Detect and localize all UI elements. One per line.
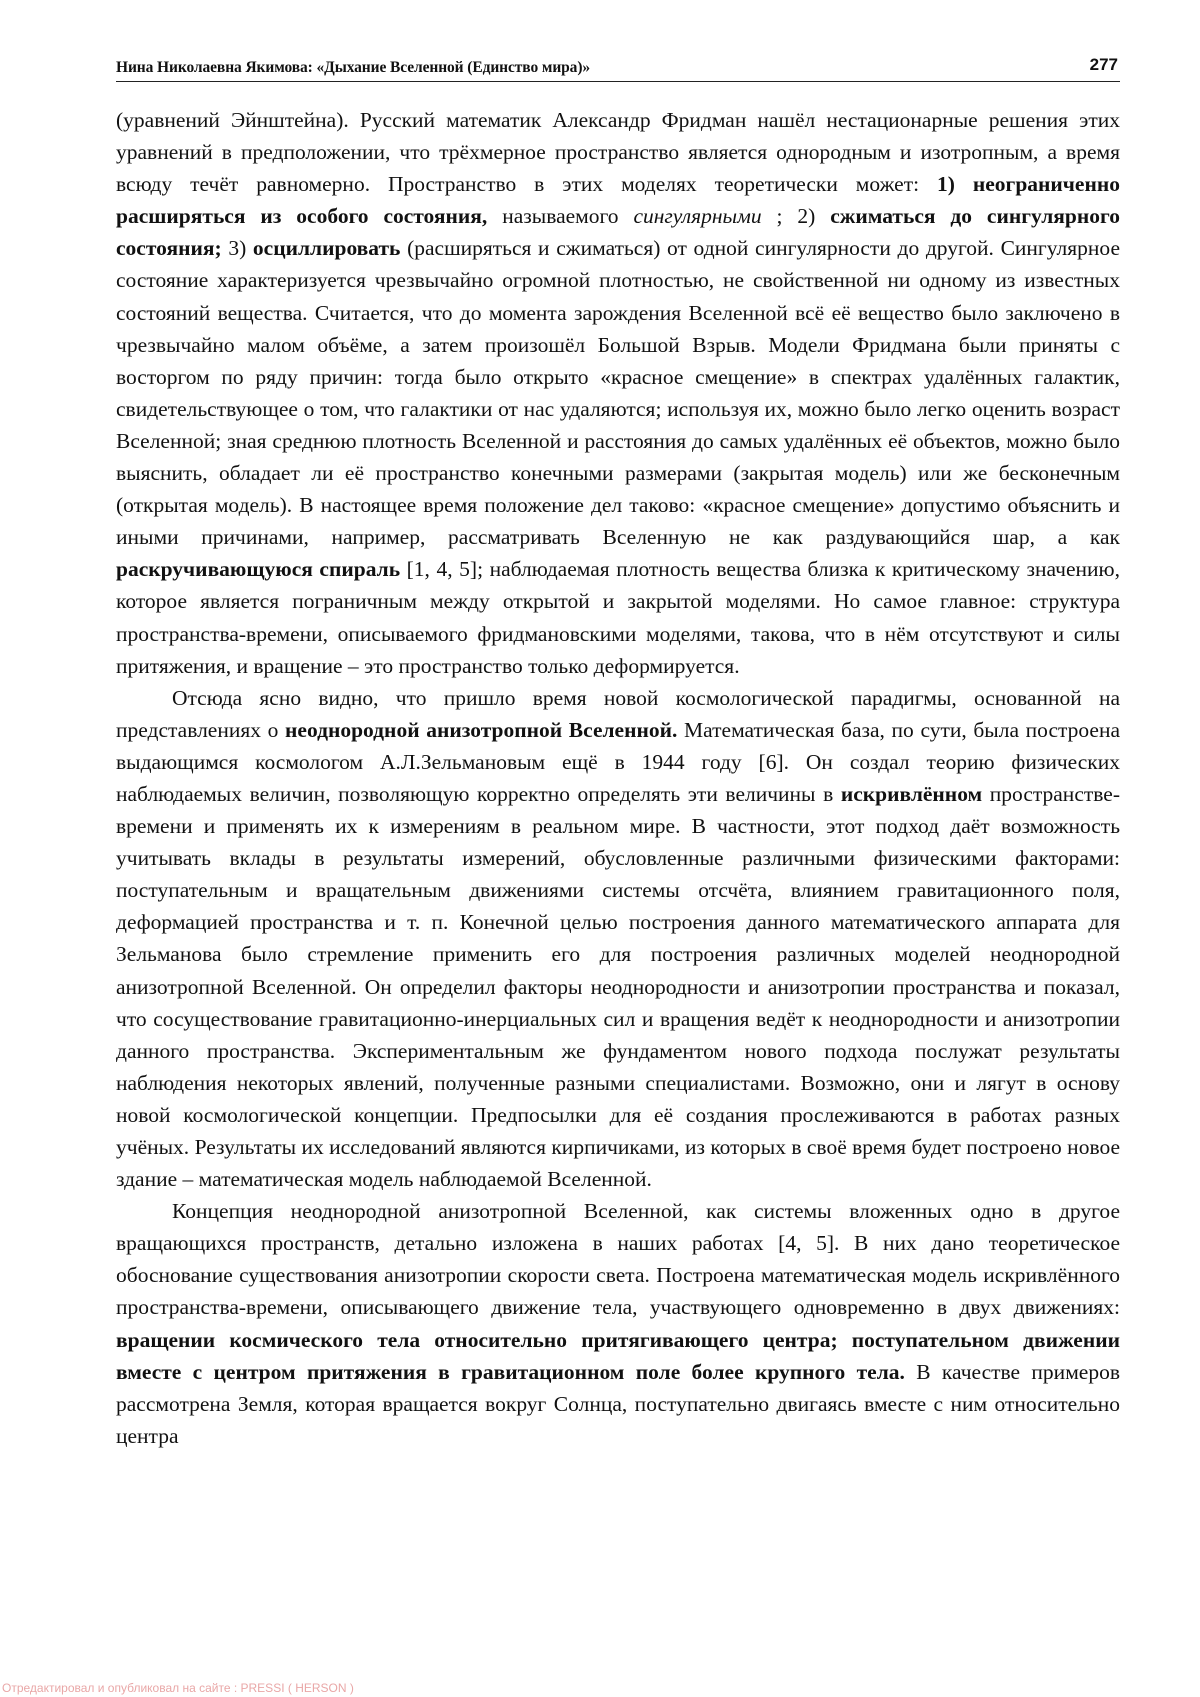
paragraph — [116, 682, 1120, 1196]
paragraph — [116, 1195, 1120, 1452]
text-run: (уравнений Эйнштейна). Русский математик Александр Фридман нашёл нестационарные решения этих уравнений в предположении, что трёхмерное пространство является однородным и изотропным, а время всюду течёт равномерно. Пространство в этих моделях теоретически может: — [116, 108, 1120, 197]
bold-text: сжиматься до сингулярного состояния; — [116, 204, 1120, 261]
text-run: называемого — [487, 204, 634, 229]
page-number: 277 — [1089, 55, 1118, 74]
text-run: 3) — [221, 236, 253, 261]
paragraph — [116, 104, 1120, 682]
body-text — [116, 104, 1120, 1452]
text-run: Отсюда ясно видно, что пришло время новой космологической парадигмы, основанной на представлениях о — [116, 685, 1120, 742]
header-rule — [116, 81, 1120, 82]
text-run: [1, 4, 5]; наблюдаемая плотность вещества близка к критическому значению, которое является пограничным между открытой и закрытой моделями. Но самое главное: структура пространства-времени, описываемого фридмановскими моделями, такова, что в нём отсутствуют и силы притяжения, и вращение – это пространство только деформируется. — [116, 557, 1120, 678]
italic-text: сингулярными — [633, 204, 762, 229]
bold-text: искривлённом — [840, 781, 983, 806]
page-header — [116, 56, 1120, 80]
bold-text: неоднородной анизотропной Вселенной. — [285, 717, 678, 742]
text-run: Математическая база, по сути, была построена выдающимся космологом А.Л.Зельмановым ещё в 1944 году [6]. Он создал теорию физических наблюдаемых величин, позволяющую корректно определять эти величины в — [116, 717, 1120, 806]
text-run: В качестве примеров рассмотрена Земля, которая вращается вокруг Солнца, поступательно двигаясь вместе с ним относительно центра — [116, 1359, 1120, 1448]
text-run: ; 2) — [761, 204, 831, 229]
footer-note: Отредактировал и опубликовал на сайте : PRESSI ( HERSON ) — [2, 1681, 354, 1695]
text-run: Концепция неоднородной анизотропной Вселенной, как системы вложенных одно в другое вращающихся пространств, детально изложена в наших работах [4, 5]. В них дано теоретическое обоснование существования анизотропии скорости света. Построена математическая модель искривлённого пространства-времени, описывающего движение тела, участвующего одновременно в двух движениях: — [116, 1199, 1120, 1320]
bold-text: раскручивающуюся спираль — [116, 557, 401, 582]
bold-text: осциллировать — [252, 236, 401, 261]
bold-text: 1) неограниченно расширяться из особого состояния, — [116, 172, 1120, 229]
running-title: Нина Николаевна Якимова: «Дыхание Вселенной (Единство мира)» — [116, 59, 591, 76]
bold-text: вращении космического тела относительно притягивающего центра; поступательном движении вместе с центром притяжения в гравитационном поле более крупного тела. — [116, 1327, 1120, 1384]
text-run: пространстве-времени и применять их к измерениям в реальном мире. В частности, этот подход даёт возможность учитывать вклады в результаты измерений, обусловленные различными физическими факторами: поступательным и вращательным движениями системы отсчёта, влиянием гравитационного поля, деформацией пространства и т. п. Конечной целью построения данного математического аппарата для Зельманова было стремление применить его для построения различных моделей неоднородной анизотропной Вселенной. Он определил факторы неоднородности и анизотропии пространства и показал, что сосуществование гравитационно-инерциальных сил и вращения ведёт к неоднородности и анизотропии данного пространства. Экспериментальным же фундаментом нового подхода послужат результаты наблюдения некоторых явлений, полученные разными специалистами. Возможно, они и лягут в основу новой космологической концепции. Предпосылки для её создания прослеживаются в работах разных учёных. Результаты их исследований являются кирпичиками, из которых в своё время будет построено новое здание – математическая модель наблюдаемой Вселенной. — [116, 781, 1120, 1192]
text-run: (расширяться и сжиматься) от одной сингулярности до другой. Сингулярное состояние характеризуется чрезвычайно огромной плотностью, не свойственной ни одному из известных состояний вещества. Считается, что до момента зарождения Вселенной всё её вещество было заключено в чрезвычайно малом объёме, а затем произошёл Большой Взрыв. Модели Фридмана были приняты с восторгом по ряду причин: тогда было открыто «красное смещение» в спектрах удалённых галактик, свидетельствующее о том, что галактики от нас удаляются; используя их, можно было легко оценить возраст Вселенной; зная среднюю плотность Вселенной и расстояния до самых удалённых её объектов, можно было выяснить, обладает ли её пространство конечными размерами (закрытая модель) или же бесконечным (открытая модель). В настоящее время положение дел таково: «красное смещение» допустимо объяснить и иными причинами, например, рассматривать Вселенную не как раздувающийся шар, а как — [116, 236, 1120, 550]
